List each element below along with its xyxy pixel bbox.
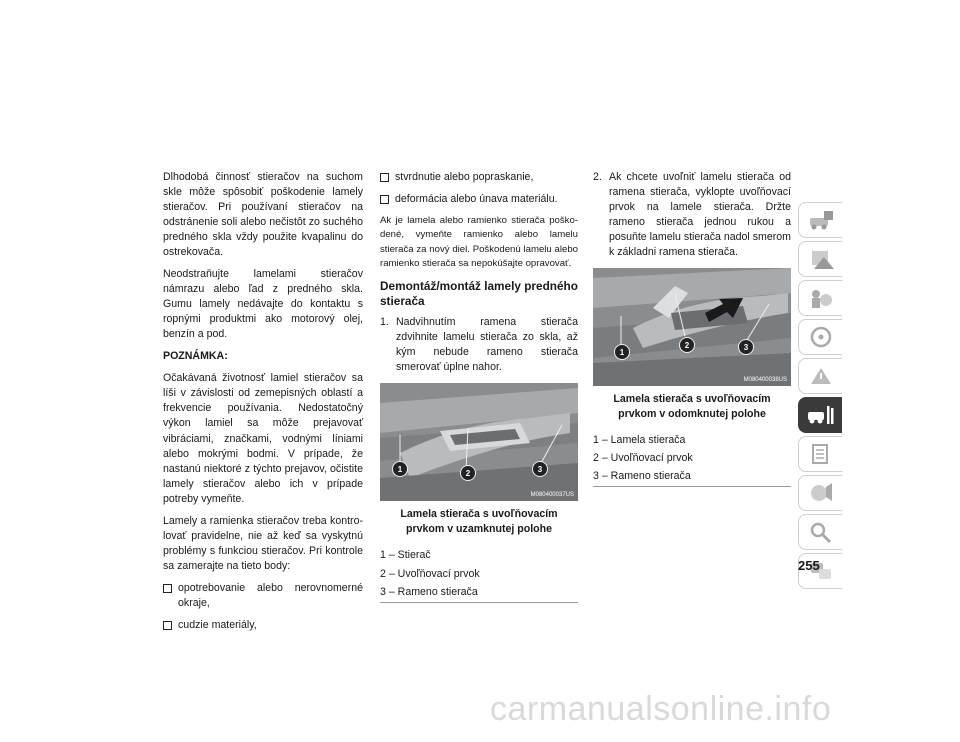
paragraph-frost: Neodstraňujte lamelami stieračov námrazu alebo ľad z predného skla. Gumu lamely nedávajte do kontaktu s ropnými produktmi ako motorový olej, benzín a pod. [163, 268, 363, 341]
legend-item: 1 – Lamela stierača [593, 434, 686, 447]
tab-starting[interactable] [798, 319, 842, 355]
multimedia-icon [806, 481, 836, 505]
legend-item: 2 – Uvoľňovací prvok [593, 452, 693, 465]
checkbox-bullet-icon [380, 195, 389, 204]
column-2 [380, 170, 578, 603]
page-number: 255 [798, 558, 820, 573]
column-1 [163, 170, 363, 640]
figure-wiper-unlocked [593, 268, 791, 386]
step-2: 2. Ak chcete uvoľniť lamelu stierača od ramena stierača, vyklopte uvoľňovací prvok na lamele stierača. Držte rameno stierača jednou rukou a posuňte lamelu stierača nadol smerom k základni ramena stierača. [593, 171, 791, 259]
figure-code: M080400037US [530, 491, 574, 498]
callout-3: 3 [738, 339, 754, 355]
section-heading: Demontáž/montáž lamely predného stierača [380, 278, 578, 308]
legend-item: 2 – Uvoľňovací prvok [380, 567, 480, 580]
step-1: 1. Nadvihnutím ramena stierača zdvihnite lamelu stierača zo skla, až kým nebude rameno stierača smerovať úplne nahor. [380, 316, 578, 374]
warning-message-icon [806, 247, 836, 271]
car-service-icon [806, 403, 836, 427]
figure-wiper-locked [380, 383, 578, 501]
bullet-item: cudzie materiály, [163, 618, 363, 633]
figure-caption: Lamela stierača s uvoľňovacím prvkom v uzamknutej polohe [400, 508, 558, 536]
steering-wheel-icon [806, 325, 836, 349]
callout-1: 1 [392, 461, 408, 477]
callout-1: 1 [614, 344, 630, 360]
index-search-icon [806, 520, 836, 544]
callout-2: 2 [679, 337, 695, 353]
note-title: POZNÁMKA: [163, 350, 228, 363]
tab-car-info[interactable] [798, 202, 842, 238]
legend-item: 1 – Stierač [380, 549, 431, 562]
column-3 [593, 170, 791, 487]
legend-item: 3 – Rameno stierača [380, 584, 578, 603]
paragraph-inspection: Lamely a ramienka stieračov treba kontrolovať pravidelne, nie až keď sa vyskytnú problémy s funkciou stieračov. Pri kontrole sa zamerajte na tieto body: [163, 514, 363, 572]
paragraph-dry-glass: Dlhodobá činnosť stieračov na suchom skle môže spôsobiť poškodenie lamely stieračov. Pri používaní stieračov na odstránenie soli alebo nečistôt zo suchého predného skla vždy použite kvapalinu do ostrekovača. [163, 171, 363, 259]
tab-warnings[interactable] [798, 241, 842, 277]
checkbox-bullet-icon [163, 584, 172, 593]
checkbox-bullet-icon [380, 173, 389, 182]
tab-service[interactable] [798, 397, 842, 433]
airbag-safety-icon [806, 286, 836, 310]
chapter-tabs [798, 202, 842, 592]
tab-specs[interactable] [798, 436, 842, 472]
figure-code: M080400038US [743, 376, 787, 383]
tab-emergency[interactable] [798, 358, 842, 394]
legend-item: 3 – Rameno stierača [593, 468, 791, 487]
bullet-item: stvrdnutie alebo popraskanie, [380, 170, 578, 185]
paragraph-replace: Ak je lamela alebo ramienko stierača poškodené, vymeňte ramienko alebo lamelu stierača za nový diel. Poškodenú lamelu alebo ramienko stierača sa nepokúšajte opravovať. [380, 215, 578, 270]
watermark: carmanualsonline.info [490, 690, 832, 728]
roadside-emergency-icon [806, 364, 836, 388]
car-info-icon [806, 208, 836, 232]
bullet-item: opotrebovanie alebo nerovnomerné okraje, [163, 581, 363, 611]
figure-caption: Lamela stierača s uvoľňovacím prvkom v odomknutej polohe [613, 393, 771, 421]
specifications-icon [806, 442, 836, 466]
checkbox-bullet-icon [163, 621, 172, 630]
tab-index[interactable] [798, 514, 842, 550]
tab-multimedia[interactable] [798, 475, 842, 511]
tab-safety[interactable] [798, 280, 842, 316]
callout-3: 3 [532, 461, 548, 477]
note-text: Očakávaná životnosť lamiel stieračov sa líši v závislosti od zemepisných oblastí a frekvencie používania. Nedostatočný výkon lamiel sa môže prejavovať vibráciami, značkami, vodnými líniami alebo mokrými bodmi. V prípade, že nastanú niektoré z týchto prejavov, očistite lamely stieračov alebo ich v prípade potreby vymeňte. [163, 372, 363, 505]
bullet-item: deformácia alebo únava materiálu. [380, 192, 578, 207]
callout-2: 2 [460, 465, 476, 481]
